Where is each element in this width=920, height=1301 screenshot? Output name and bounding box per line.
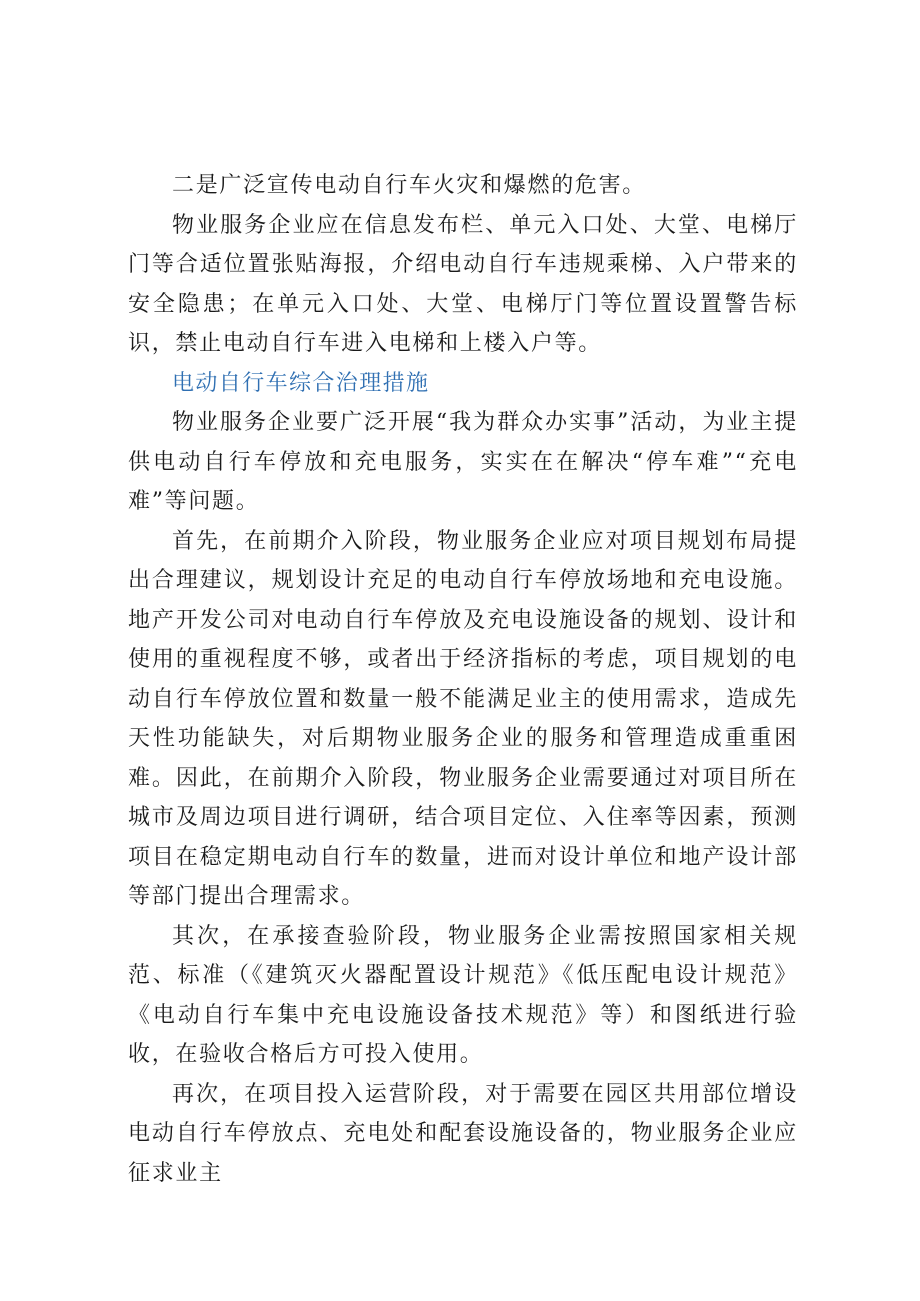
paragraph-poster-warning: 物业服务企业应在信息发布栏、单元入口处、大堂、电梯厅门等合适位置张贴海报，介绍电动自行车违规乘梯、入户带来的安全隐患；在单元入口处、大堂、电梯厅门等位置设置警告标识，禁止电动自行车进入电梯和上楼入户等。: [128, 212, 798, 356]
paragraph-service-activity: 物业服务企业要广泛开展“我为群众办实事”活动，为业主提供电动自行车停放和充电服务，实实在在解决“停车难”“充电难”等问题。: [128, 410, 798, 514]
paragraph-operation-stage: 再次，在项目投入运营阶段，对于需要在园区共用部位增设电动自行车停放点、充电处和配套设施设备的，物业服务企业应征求业主: [128, 1081, 798, 1186]
paragraph-early-intervention: 首先，在前期介入阶段，物业服务企业应对项目规划布局提出合理建议，规划设计充足的电动自行车停放场地和充电设施。地产开发公司对电动自行车停放及充电设施设备的规划、设计和使用的重视程度不够，或者出于经济指标的考虑，项目规划的电动自行车停放位置和数量一般不能满足业主的使用需求，造成先天性功能缺失，对后期物业服务企业的服务和管理造成重重困难。因此，在前期介入阶段，物业服务企业需要通过对项目所在城市及周边项目进行调研，结合项目定位、入住率等因素，预测项目在稳定期电动自行车的数量，进而对设计单位和地产设计部等部门提出合理需求。: [128, 528, 798, 909]
section-heading-governance-measures: 电动自行车综合治理措施: [172, 370, 430, 396]
paragraph-hazard-publicity: 二是广泛宣传电动自行车火灾和爆燃的危害。: [172, 173, 647, 198]
document-body: [128, 166, 798, 1193]
paragraph-acceptance-inspection: 其次，在承接查验阶段，物业服务企业需按照国家相关规范、标准（《建筑灭火器配置设计规范》《低压配电设计规范》《电动自行车集中充电设施设备技术规范》等）和图纸进行验收，在验收合格后方可投入使用。: [128, 923, 798, 1067]
